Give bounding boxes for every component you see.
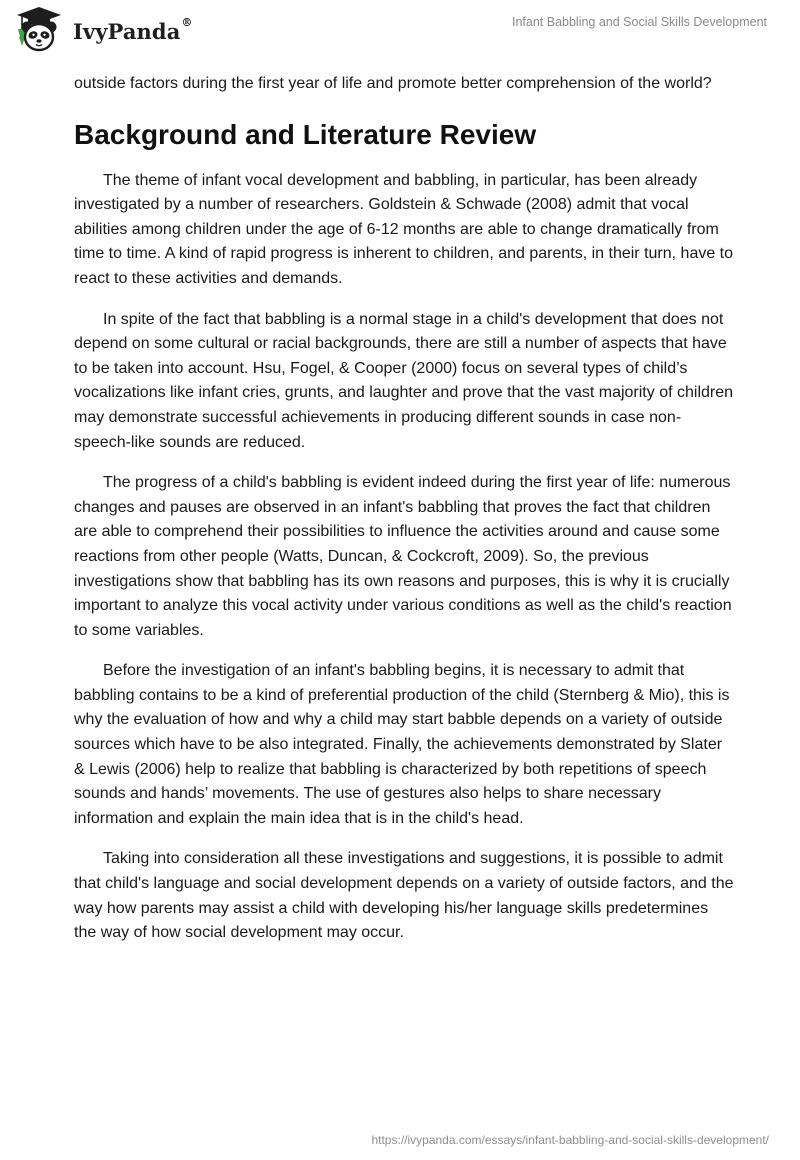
article-body	[74, 72, 734, 962]
paragraph: The theme of infant vocal development and babbling, in particular, has been already investigated by a number of researchers. Goldstein & Schwade (2008) admit that vocal abilities among children under the age of 6-12 months are able to change dramatically from time to time. A kind of rapid progress is inherent to children, and parents, in their turn, have to react to these activities and demands.	[74, 171, 734, 287]
running-title: Infant Babbling and Social Skills Development	[511, 15, 767, 29]
paragraph: The progress of a child's babbling is evident indeed during the first year of life: numerous changes and pauses are observed in an infant's babbling that proves the fact that children are able to comprehend their possibilities to influence the activities around and cause some reactions from other people (Watts, Duncan, & Cockcroft, 2009). So, the previous investigations show that babbling has its own reasons and purposes, this is why it is crucially important to analyze this vocal activity under various conditions as well as the child's reaction to some variables.	[74, 474, 732, 639]
brand-name	[73, 15, 193, 44]
section-heading: Background and Literature Review	[74, 118, 537, 150]
lead-text: outside factors during the first year of life and promote better comprehension of the world?	[74, 75, 712, 92]
paragraph: Before the investigation of an infant's babbling begins, it is necessary to admit that babbling contains to be a kind of preferential production of the child (Sternberg & Mio), this is why the evaluation of how and why a child may start babble depends on a variety of outside sources which have to be also integrated. Finally, the achievements demonstrated by Slater & Lewis (2006) help to realize that babbling is characterized by both repetitions of speech sounds and hands’ movements. The use of gestures also helps to share necessary information and explain the main idea that is in the child's head.	[74, 662, 730, 827]
brand-name-text: IvyPanda	[73, 18, 181, 44]
page-header	[0, 0, 800, 64]
ivypanda-logo-link[interactable]	[14, 6, 193, 54]
panda-graduate-icon	[14, 6, 64, 54]
source-url-link[interactable]: https://ivypanda.com/essays/infant-babbling-and-social-skills-development/	[371, 1133, 769, 1147]
paragraph: In spite of the fact that babbling is a normal stage in a child's development that does not depend on some cultural or racial backgrounds, there are still a number of aspects that have to be taken into account. Hsu, Fogel, & Cooper (2000) focus on several types of child’s vocalizations like infant cries, grunts, and laughter and prove that the vast majority of children may demonstrate successful achievements in producing different sounds in case non-speech-like sounds are reduced.	[74, 310, 734, 451]
registered-mark: ®	[181, 15, 193, 29]
paragraph: Taking into consideration all these investigations and suggestions, it is possible to admit that child's language and social development depends on a variety of outside factors, and the way how parents may assist a child with developing his/her language skills predetermines the way of how social development may occur.	[74, 850, 734, 942]
